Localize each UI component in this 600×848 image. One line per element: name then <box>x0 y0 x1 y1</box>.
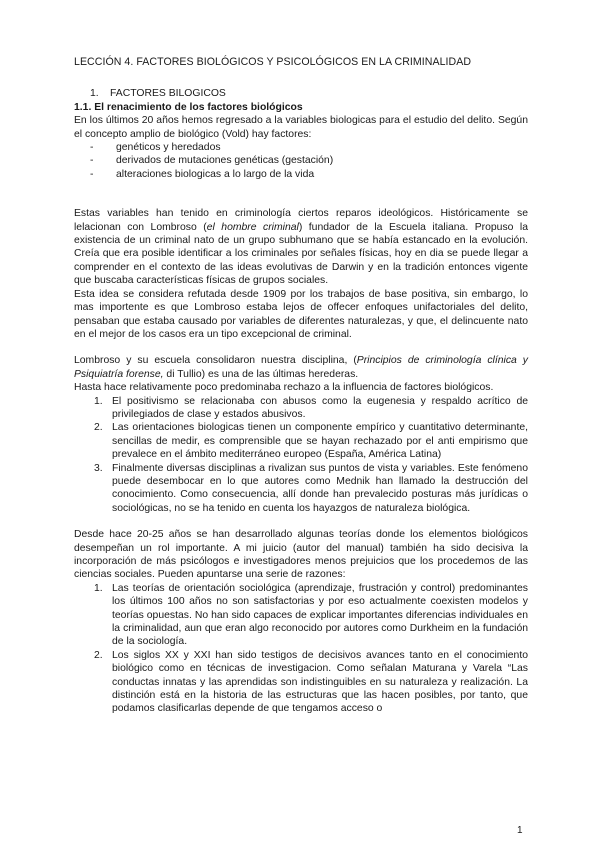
list-item: - derivados de mutaciones genéticas (gestación) <box>90 155 334 167</box>
list-item: - alteraciones biologicas a lo largo de la vida <box>90 168 315 180</box>
page-number: 1 <box>517 825 523 836</box>
intro-paragraph: En los últimos 20 años hemos regresado a la variables biologicas para el estudio del delito. Según el concepto amplio de biológico (Vold) hay factores: <box>74 115 528 140</box>
lesson-title: LECCIÓN 4. FACTORES BIOLÓGICOS Y PSICOLÓGICOS EN LA CRIMINALIDAD <box>74 56 472 68</box>
section-number: 1. <box>90 88 99 100</box>
reasons-list <box>94 582 528 716</box>
factor-list <box>90 141 528 181</box>
document-page <box>74 56 528 716</box>
recent-theories-paragraph: Desde hace 20-25 años se han desarrollado algunas teorías donde los elementos biológicos desempeñan un rol importante. A mi juicio (autor del manual) también ha sido decisiva la incorporación de más psicólogos e investigadores menos prejuicios que los procedemos de las ciencias sociales. Pueden apuntarse una serie de razones: <box>74 529 528 581</box>
rejection-paragraph: Hasta hace relativamente poco predominaba rechazo a la influencia de factores biológicos. <box>74 382 494 394</box>
list-item: 2. Los siglos XX y XXI han sido testigos de decisivos avances tanto en el conocimiento biológico como en técnicas de investigacion. Como señalan Maturana y Varela “Las conductas innatas y las aprendidas son indistinguibles en su naturaleza y realización. La distinción está en la historia de las estructuras que las hacen posibles, por tanto, que podamos clasificarlas depende de que tengamos acceso o <box>94 649 528 715</box>
lombroso-paragraph: Estas variables han tenido en criminología ciertos reparos ideológicos. Históricamente se lelacionan con Lombroso (el hombre criminal) fundador de la Escuela italiana. Propuso la existencia de un criminal nato de un grupo subhumano que se había estancado en la evolución. Creía que era posible identificar a los criminales por señales físicas, hoy en dia se puede llegar a comprender en el contexto de las ideas evolutivas de Darwin y en la tradición entonces vigente que buscaba características físicas de grupos sociales. <box>74 208 529 287</box>
section-heading <box>90 87 528 100</box>
list-item: 1. Las teorías de orientación sociológica (aprendizaje, frustración y control) predominantes los últimos 100 años no son satisfactorias y por eso actualmente coexisten modelos y teorías opuestas. No han sido capaces de explicar importantes diferencias individuales en la criminalidad, aun que eran algo reconocido por autores como Durkheim en la fundación de la sociología. <box>94 582 528 648</box>
list-item: 3. Finalmente diversas disciplinas a rivalizan sus puntos de vista y variables. Este fenómeno puede desembocar en lo que autores como Mednik han llamado la destrucción del conocimiento. Como consecuencia, allí donde han prevalecido posturas más jurídicas o sociológicas, no se ha tenido en cuenta los hayazgos de naturaleza biológica. <box>94 462 528 514</box>
refutation-paragraph: Esta idea se considera refutada desde 1909 por los trabajos de base positiva, sin embargo, lo mas importente es que Lombroso estaba lejos de offecer enfoques unifactoriales del delito, pensaban que estaba causado por variables de diferentes naturalezas, y que, el delincuente nato en el mejor de los casos era un tipo excepcional de criminal. <box>74 288 528 340</box>
section-label: FACTORES BILOGICOS <box>110 88 226 100</box>
list-item: 2. Las orientaciones biologicas tienen un componente empírico y cuantitativo determinante, sencillas de medir, es comprensible que se hayan rechazado por el anti empirismo que prevalece en el ámbito mediterráneo europeo (España, América Latina) <box>94 422 528 461</box>
rejection-reasons-list <box>94 395 528 516</box>
school-paragraph: Lombroso y su escuela consolidaron nuestra disciplina, (Principios de criminología clínica y Psiquiatría forense, di Tullio) es una de las últimas herederas. <box>74 355 529 380</box>
list-item: 1. El positivismo se relacionaba con abusos como la eugenesia y respaldo acrítico de privilegiados de clase y estados abusivos. <box>94 395 528 420</box>
subsection-heading: 1.1. El renacimiento de los factores biológicos <box>74 101 303 113</box>
list-item: - genéticos y heredados <box>90 142 221 154</box>
